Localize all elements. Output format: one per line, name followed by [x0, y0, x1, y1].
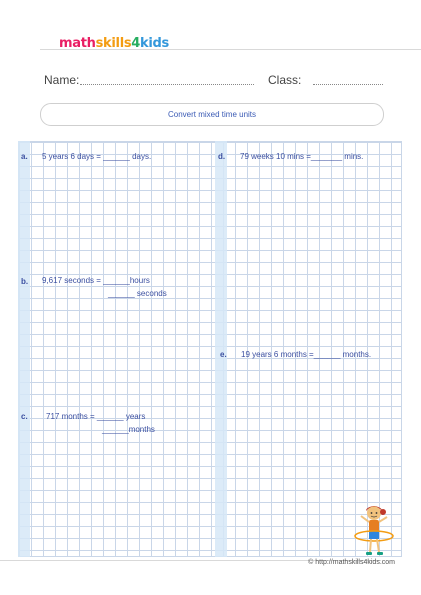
question-c: [21, 412, 28, 421]
question-a-text: 5 years 6 days = ______ days.: [42, 152, 152, 161]
middle-margin-strip: [215, 141, 227, 557]
question-e-letter: e.: [220, 350, 227, 359]
class-label: Class:: [268, 73, 302, 87]
question-b-letter: b.: [21, 277, 29, 286]
question-d-text: 79 weeks 10 mins =_______ mins.: [240, 152, 364, 161]
footer-url[interactable]: © http://mathskills4kids.com: [308, 559, 395, 566]
question-d: [218, 152, 225, 161]
question-c-line2: ______months: [102, 425, 155, 434]
logo-part-skills: skills: [95, 36, 132, 51]
question-b: [21, 277, 28, 286]
name-field[interactable]: [80, 84, 254, 85]
question-d-letter: d.: [218, 152, 226, 161]
left-margin-strip: [18, 141, 30, 557]
question-b-line1: 9,617 seconds = ______hours: [42, 276, 150, 285]
question-e: [220, 350, 227, 359]
question-a-letter: a.: [21, 152, 28, 161]
logo-part-4: 4: [131, 36, 141, 51]
worksheet-title: Convert mixed time units: [40, 103, 384, 126]
name-label: Name:: [44, 73, 80, 87]
logo-part-kids: kids: [140, 36, 169, 51]
question-c-letter: c.: [21, 412, 28, 421]
girl-hula-hoop-illustration: [352, 504, 396, 560]
question-e-text: 19 years 6 months =______ months.: [241, 350, 372, 359]
question-c-line1: 717 months = ______ years: [46, 412, 146, 421]
graph-paper-grid: [18, 141, 402, 557]
question-b-line2: ______ seconds: [108, 289, 167, 298]
class-field[interactable]: [313, 84, 383, 85]
question-a: [21, 152, 28, 161]
top-divider: [40, 49, 421, 50]
logo-part-math: math: [59, 36, 96, 51]
